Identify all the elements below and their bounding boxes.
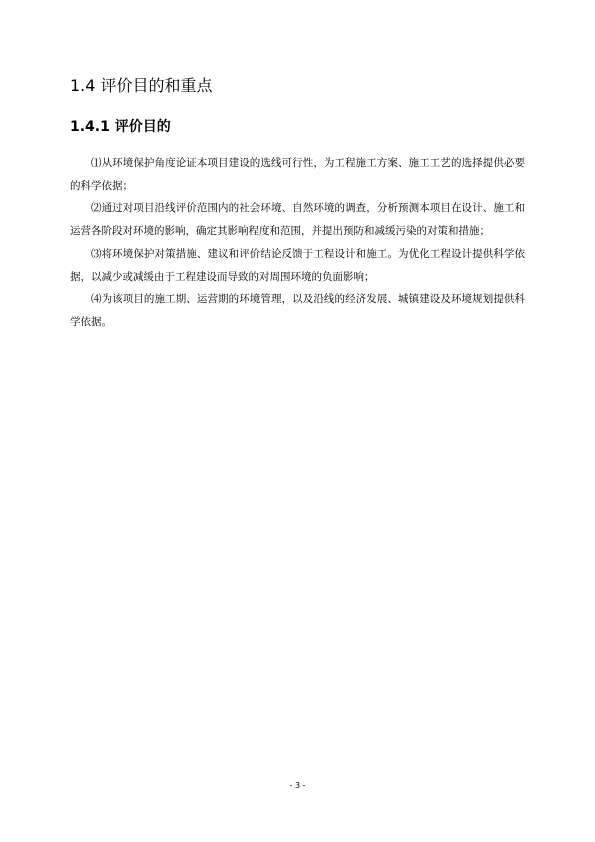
paragraph-3: ⑶将环境保护对策措施、建议和评价结论反馈于工程设计和施工。为优化工程设计提供科学依据，以减少或减缓由于工程建设而导致的对周围环境的负面影响； bbox=[70, 247, 525, 283]
subsection-heading: 1.4.1 评价目的 bbox=[70, 119, 171, 135]
paragraph-4: ⑷为该项目的施工期、运营期的环境管理，以及沿线的经济发展、城镇建设及环境规划提供科学依据。 bbox=[70, 293, 525, 328]
page-number: - 3 - bbox=[289, 781, 306, 790]
body-text bbox=[70, 152, 525, 334]
section-heading: 1.4 评价目的和重点 bbox=[70, 76, 213, 95]
paragraph-1: ⑴从环境保护角度论证本项目建设的选线可行性，为工程施工方案、施工工艺的选择提供必要的科学依据； bbox=[70, 157, 525, 192]
paragraph-2: ⑵通过对项目沿线评价范围内的社会环境、自然环境的调查，分析预测本项目在设计、施工和运营各阶段对环境的影响，确定其影响程度和范围，并提出预防和减缓污染的对策和措施； bbox=[70, 202, 525, 238]
